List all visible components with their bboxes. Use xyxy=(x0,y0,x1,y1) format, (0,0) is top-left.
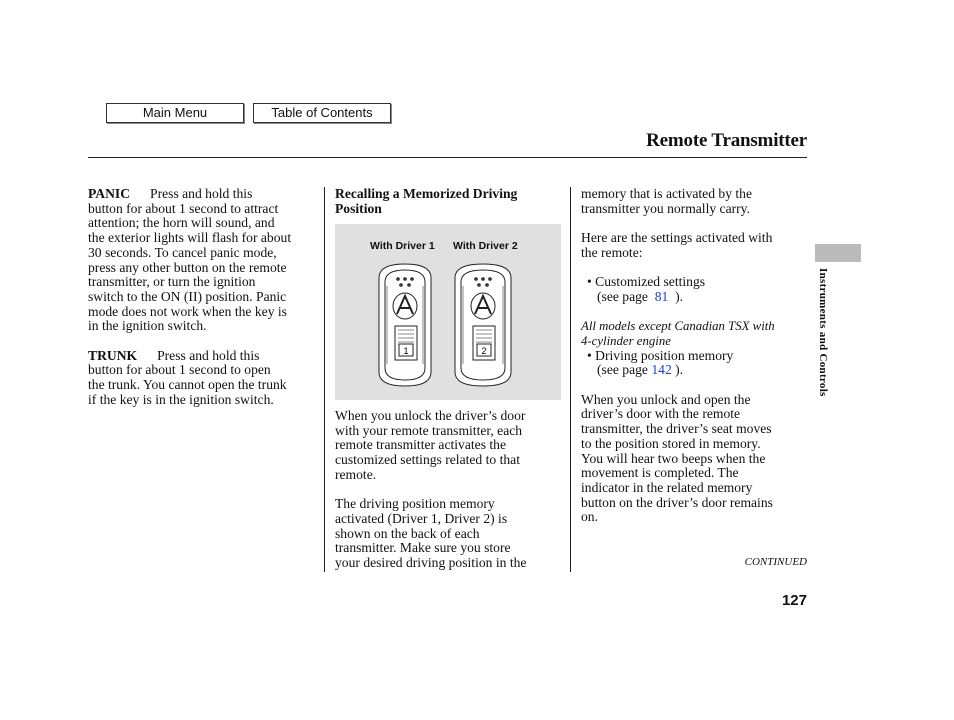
bullet-customized-settings: • Customized settings xyxy=(587,274,706,290)
text-line: button on the driver’s door remains xyxy=(581,494,773,510)
text-line: if the key is in the ignition switch. xyxy=(88,391,274,407)
text-line: Press and hold this xyxy=(157,347,260,363)
text-line: press any other button on the remote xyxy=(88,259,287,275)
text-line: transmitter, or turn the ignition xyxy=(88,274,256,290)
text-line: 30 seconds. To cancel panic mode, xyxy=(88,244,277,260)
page-reference xyxy=(581,290,809,305)
text-line: your desired driving position in the xyxy=(335,555,527,571)
transmitter-figure xyxy=(335,224,561,400)
page-ref-prefix: (see page xyxy=(597,288,648,304)
trunk-term: TRUNK xyxy=(88,347,138,363)
text-line: transmitter you normally carry. xyxy=(581,200,750,216)
text-line: mode does not work when the key is xyxy=(88,303,287,319)
column-2-body xyxy=(335,409,563,571)
column-1 xyxy=(88,187,318,408)
text-line: switch to the ON (II) position. Panic xyxy=(88,288,287,304)
text-line: movement is completed. The xyxy=(581,465,739,481)
page-ref-suffix: ). xyxy=(675,288,684,304)
section-label: Instruments and Controls xyxy=(817,268,829,397)
text-line: When you unlock the driver’s door xyxy=(335,408,526,423)
text-line: the exterior lights will flash for about xyxy=(88,230,292,246)
section-heading: Position xyxy=(335,200,382,216)
text-line: transmitter. Make sure you store xyxy=(335,540,511,556)
page-link-142[interactable]: 142 xyxy=(651,362,672,378)
column-divider xyxy=(324,187,325,572)
text-line: in the ignition switch. xyxy=(88,318,207,334)
page-ref-prefix: (see page xyxy=(597,362,648,378)
page-ref-suffix: ). xyxy=(675,362,684,378)
main-menu-button[interactable]: Main Menu xyxy=(106,103,244,123)
key-fob-driver-1 xyxy=(379,264,431,386)
section-tab xyxy=(815,244,861,262)
text-line: remote. xyxy=(335,466,377,482)
text-line: Press and hold this xyxy=(150,186,253,201)
fob-number-2: 2 xyxy=(481,346,487,356)
text-line: memory that is activated by the xyxy=(581,186,753,201)
text-line: attention; the horn will sound, and xyxy=(88,215,275,231)
panic-term: PANIC xyxy=(88,186,131,201)
text-line: You will hear two beeps when the xyxy=(581,450,766,466)
fob-number-1: 1 xyxy=(403,346,409,356)
text-line: with your remote transmitter, each xyxy=(335,422,523,438)
text-line: activated (Driver 1, Driver 2) is xyxy=(335,510,508,526)
header-rule xyxy=(88,157,807,158)
text-line: on. xyxy=(581,509,598,525)
text-line: to the position stored in memory. xyxy=(581,435,761,451)
text-line: the trunk. You cannot open the trunk xyxy=(88,377,287,393)
text-line: the remote: xyxy=(581,244,643,260)
bullet-driving-position-memory: • Driving position memory xyxy=(587,347,734,363)
text-line: remote transmitter activates the xyxy=(335,437,506,453)
continued-label: CONTINUED xyxy=(744,556,807,568)
page-number: 127 xyxy=(781,592,807,609)
page-reference xyxy=(581,363,809,378)
column-divider xyxy=(570,187,571,572)
text-line: button for about 1 second to open xyxy=(88,362,271,378)
text-line: When you unlock and open the xyxy=(581,391,751,407)
text-line: indicator in the related memory xyxy=(581,480,753,495)
text-line: transmitter, the driver’s seat moves xyxy=(581,421,772,437)
text-line: driver’s door with the remote xyxy=(581,406,741,422)
text-line: Here are the settings activated with xyxy=(581,230,773,246)
text-line: The driving position memory xyxy=(335,496,495,512)
page-title: Remote Transmitter xyxy=(646,130,807,151)
text-line: button for about 1 second to attract xyxy=(88,200,279,216)
key-fob-driver-2 xyxy=(455,264,511,386)
page-link-81[interactable]: 81 xyxy=(654,288,669,304)
text-line: customized settings related to that xyxy=(335,452,520,468)
key-fob-illustrations xyxy=(335,224,561,400)
model-note: 4-cylinder engine xyxy=(581,333,671,348)
section-heading: Recalling a Memorized Driving xyxy=(335,186,518,201)
table-of-contents-button[interactable]: Table of Contents xyxy=(253,103,391,123)
figure-label-driver-1: With Driver 1 xyxy=(370,240,435,252)
column-3 xyxy=(581,187,809,525)
model-note: All models except Canadian TSX with xyxy=(581,319,775,334)
column-2 xyxy=(335,187,563,216)
text-line: shown on the back of each xyxy=(335,525,480,541)
figure-label-driver-2: With Driver 2 xyxy=(453,240,518,252)
